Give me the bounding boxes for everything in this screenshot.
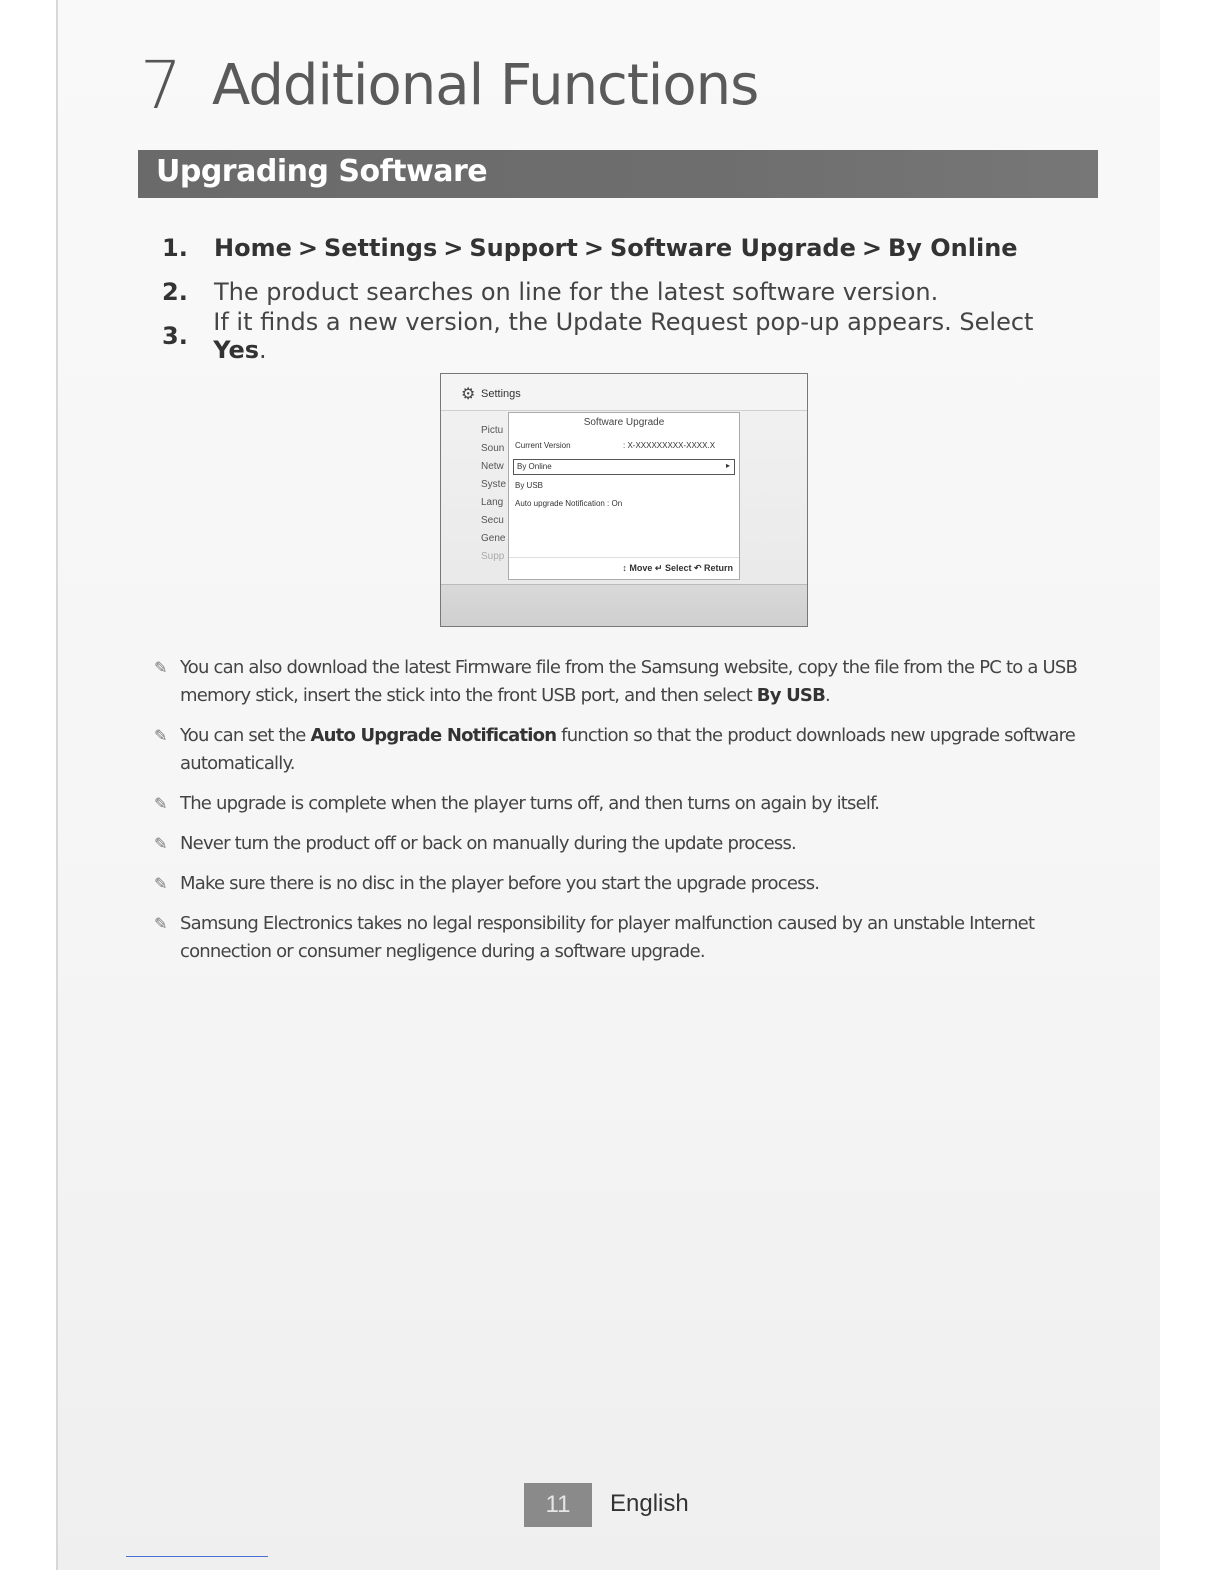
path-home: Home bbox=[214, 234, 292, 262]
note-item bbox=[154, 654, 1084, 710]
step-text-main: If it finds a new version, the Update Request pop-up appears. Select bbox=[213, 308, 1034, 336]
menu-item: Supp bbox=[481, 551, 505, 562]
note-text: You can set the bbox=[180, 725, 311, 746]
step-text-yes: Yes bbox=[213, 336, 260, 364]
note-item bbox=[154, 910, 1084, 966]
menu-item: Gene bbox=[481, 533, 506, 544]
chevron-right-icon: > bbox=[583, 234, 605, 262]
step-text: The product searches on line for the latest software version. bbox=[214, 278, 939, 306]
popup-footer-keys: ↕ Move ↵ Select ↶ Return bbox=[622, 563, 733, 573]
step-number: 3. bbox=[162, 322, 188, 350]
step-text bbox=[213, 308, 1082, 364]
auto-upgrade-option: Auto upgrade Notification : On bbox=[515, 499, 623, 508]
menu-item: Secu bbox=[481, 515, 504, 526]
screenshot-header bbox=[441, 374, 807, 411]
menu-item: Pictu bbox=[481, 425, 504, 436]
settings-menu bbox=[481, 422, 506, 566]
chevron-right-icon: > bbox=[297, 234, 318, 262]
note-text: The upgrade is complete when the player turns off, and then turns on again by itself. bbox=[180, 793, 880, 814]
step-text-end: . bbox=[259, 336, 267, 364]
path-settings: Settings bbox=[323, 234, 438, 262]
chapter-title: Additional Functions bbox=[212, 52, 759, 118]
by-usb-option: By USB bbox=[515, 481, 544, 490]
menu-item: Netw bbox=[481, 461, 504, 472]
gear-icon: ⚙ bbox=[461, 386, 476, 403]
popup-divider bbox=[509, 557, 739, 558]
current-version-label: Current Version bbox=[515, 441, 571, 450]
note-item bbox=[154, 790, 1084, 818]
note-text: You can also download the latest Firmware file from the Samsung website, copy the file from the PC to a USB memory stick, insert the stick into the front USB port, and then select bbox=[180, 657, 1078, 706]
by-online-label: By Online bbox=[517, 462, 552, 471]
chapter-number: 7 bbox=[140, 46, 180, 124]
section-header-bar bbox=[138, 150, 1098, 198]
menu-item: Syste bbox=[481, 479, 507, 490]
note-text: Samsung Electronics takes no legal responsibility for player malfunction caused by an unstable Internet connection or consumer negligence during a software upgrade. bbox=[180, 913, 1035, 962]
pencil-note-icon: ✎ bbox=[154, 726, 167, 745]
note-text: Make sure there is no disc in the player before you start the upgrade process. bbox=[180, 873, 820, 894]
steps-list bbox=[162, 226, 1082, 364]
menu-item: Lang bbox=[481, 497, 504, 508]
software-upgrade-popup bbox=[508, 412, 740, 580]
path-by-online: By Online bbox=[887, 234, 1018, 262]
step-3 bbox=[162, 308, 1082, 364]
step-number: 2. bbox=[162, 278, 188, 306]
pencil-note-icon: ✎ bbox=[154, 658, 167, 677]
step-path bbox=[214, 234, 1018, 262]
step-1 bbox=[162, 226, 1082, 270]
note-text-end: . bbox=[825, 685, 830, 706]
menu-item: Soun bbox=[481, 443, 505, 454]
screenshot-title: Settings bbox=[481, 388, 521, 400]
path-support: Support bbox=[469, 234, 578, 262]
pencil-note-icon: ✎ bbox=[154, 914, 167, 933]
arrow-right-icon: ▸ bbox=[725, 461, 730, 470]
settings-screenshot bbox=[440, 373, 808, 627]
language-label: English bbox=[610, 1490, 689, 1517]
chevron-right-icon: > bbox=[443, 234, 464, 262]
current-version-value: : X-XXXXXXXXX-XXXX.X bbox=[623, 441, 716, 450]
pencil-note-icon: ✎ bbox=[154, 834, 167, 853]
page-number-box bbox=[524, 1483, 592, 1527]
page-number: 11 bbox=[545, 1491, 571, 1518]
footer-rule bbox=[126, 1556, 268, 1557]
popup-title: Software Upgrade bbox=[583, 417, 665, 428]
screenshot-bottom-bar bbox=[441, 584, 807, 627]
pencil-note-icon: ✎ bbox=[154, 794, 167, 813]
path-software-upgrade: Software Upgrade bbox=[610, 234, 856, 262]
note-item bbox=[154, 830, 1084, 858]
page-edge bbox=[56, 0, 58, 1570]
by-online-option bbox=[513, 459, 735, 475]
note-bold: Auto Upgrade Notification bbox=[310, 725, 557, 746]
note-bold: By USB bbox=[756, 685, 826, 706]
note-item bbox=[154, 870, 1084, 898]
note-text-end: function so that the product downloads new upgrade software automatically. bbox=[180, 725, 1076, 774]
notes-list bbox=[154, 654, 1084, 978]
pencil-note-icon: ✎ bbox=[154, 874, 167, 893]
section-title: Upgrading Software bbox=[156, 154, 488, 189]
step-number: 1. bbox=[162, 234, 188, 262]
note-text: Never turn the product off or back on manually during the update process. bbox=[180, 833, 796, 854]
note-item bbox=[154, 722, 1084, 778]
chevron-right-icon: > bbox=[861, 234, 882, 262]
chapter-heading bbox=[140, 40, 758, 130]
